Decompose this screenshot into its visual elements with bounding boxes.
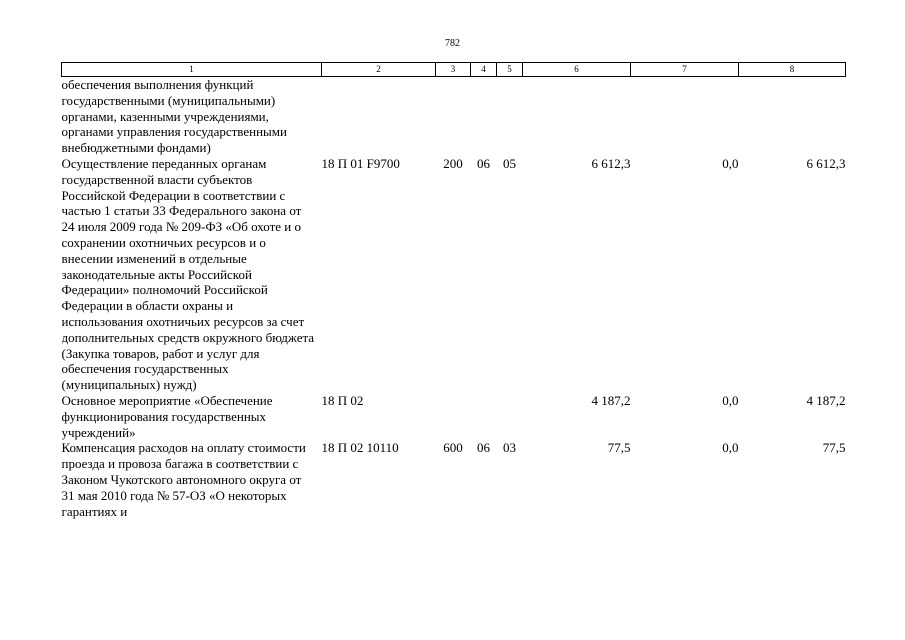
table-row bbox=[62, 393, 846, 440]
row-name: обеспечения выполнения функций государственными (муниципальными) органами, казенными учреждениями, органами управления государственными внебюджетными фондами) bbox=[61, 77, 287, 156]
row-amount-col7: 0,0 bbox=[722, 392, 739, 408]
row-amount-col8: 6 612,3 bbox=[806, 155, 846, 171]
row-amount-total: 77,5 bbox=[607, 440, 631, 456]
column-number-8: 8 bbox=[739, 63, 846, 77]
row-subsection bbox=[497, 393, 523, 440]
column-number-1: 1 bbox=[62, 63, 322, 77]
row-section bbox=[471, 77, 497, 156]
row-target-code: 18 П 01 F9700 bbox=[321, 155, 400, 171]
row-name: Основное мероприятие «Обеспечение функционирования государственных учреждений» bbox=[61, 392, 273, 440]
row-amount-total: 6 612,3 bbox=[591, 155, 631, 171]
row-section bbox=[471, 393, 497, 440]
column-number-6: 6 bbox=[523, 63, 631, 77]
row-name: Осуществление переданных органам государственной власти субъектов Российской Федерации в соответствии с частью 1 статьи 33 Федерального закона от 24 июля 2009 года № 209-ФЗ «Об охоте и о сохранении охотничьих ресурсов и о внесении изменений в отдельные законодательные акты Российской Федерации» полномочий Российской Федерации в области охраны и использования охотничьих ресурсов за счет дополнительных средств окружного бюджета (Закупка товаров, работ и услуг для обеспечения государственных (муниципальных) нужд) bbox=[61, 155, 315, 393]
row-target-code: 18 П 02 10110 bbox=[321, 440, 399, 456]
column-number-row bbox=[62, 63, 846, 77]
row-subsection: 05 bbox=[503, 155, 516, 171]
row-subsection: 03 bbox=[503, 440, 516, 456]
budget-table bbox=[61, 62, 846, 519]
row-expense-type: 200 bbox=[443, 155, 463, 171]
row-expense-type bbox=[436, 393, 471, 440]
row-amount-col7: 0,0 bbox=[722, 155, 739, 171]
row-target-code bbox=[322, 77, 436, 156]
column-number-3: 3 bbox=[436, 63, 471, 77]
row-amount-col7 bbox=[631, 77, 739, 156]
row-amount-total: 4 187,2 bbox=[591, 392, 631, 408]
table-row bbox=[62, 440, 846, 519]
row-target-code: 18 П 02 bbox=[321, 392, 364, 408]
column-number-7: 7 bbox=[631, 63, 739, 77]
row-subsection bbox=[497, 77, 523, 156]
row-expense-type: 600 bbox=[443, 440, 463, 456]
row-amount-col8: 4 187,2 bbox=[806, 392, 846, 408]
row-amount-col8: 77,5 bbox=[822, 440, 846, 456]
row-expense-type bbox=[436, 77, 471, 156]
row-amount-col7: 0,0 bbox=[722, 440, 739, 456]
table-row bbox=[62, 156, 846, 393]
column-number-2: 2 bbox=[322, 63, 436, 77]
column-number-4: 4 bbox=[471, 63, 497, 77]
row-amount-total bbox=[523, 77, 631, 156]
row-section: 06 bbox=[477, 155, 490, 171]
column-number-5: 5 bbox=[497, 63, 523, 77]
row-section: 06 bbox=[477, 440, 490, 456]
table-row bbox=[62, 77, 846, 156]
row-amount-col8 bbox=[739, 77, 846, 156]
page-number: 782 bbox=[445, 38, 460, 49]
row-name: Компенсация расходов на оплату стоимости проезда и провоза багажа в соответствии с Законом Чукотского автономного округа от 31 мая 2010 года № 57-ОЗ «О некоторых гарантиях и bbox=[61, 440, 306, 519]
